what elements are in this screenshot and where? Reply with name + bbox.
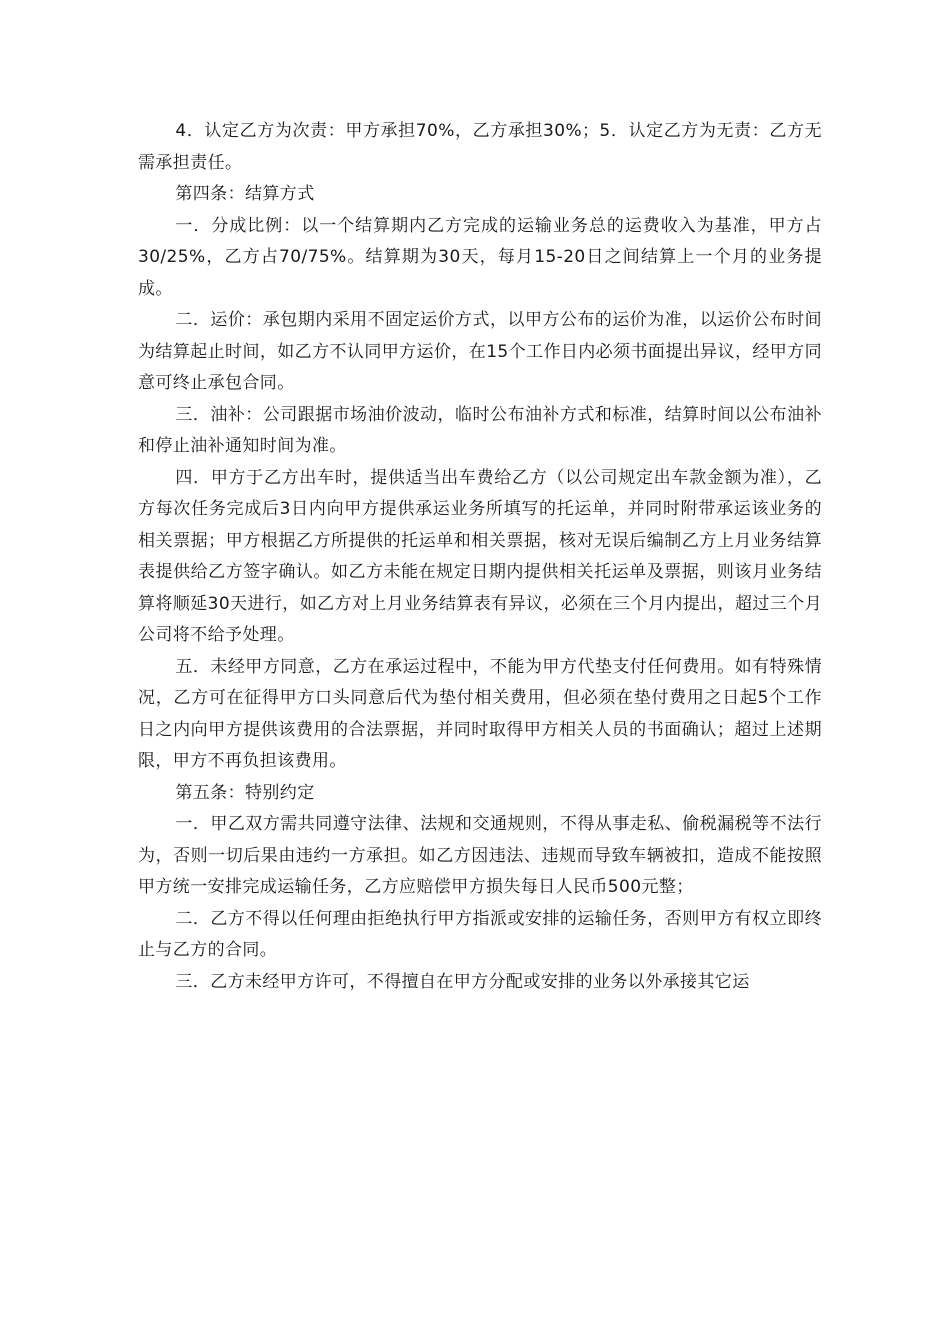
heading-article-four: 第四条：结算方式 [175, 184, 315, 204]
paragraph-legal-compliance: 一．甲乙双方需共同遵守法律、法规和交通规则，不得从事走私、偷税漏税等不法行为，否则一切后果由违约一方承担。如乙方因违法、违规而导致车辆被扣，造成不能按照甲方统一安排完成运输任务，乙方应赔偿甲方损失每日人民币500元整； [138, 814, 822, 897]
paragraph-commission-ratio: 一．分成比例：以一个结算期内乙方完成的运输业务总的运费收入为基准，甲方占30/25%，乙方占70/75%。结算期为30天，每月15-20日之间结算上一个月的业务提成。 [138, 215, 822, 299]
paragraph-trip-expense: 四．甲方于乙方出车时，提供适当出车费给乙方（以公司规定出车款金额为准），乙方每次任务完成后3日内向甲方提供承运业务所填写的托运单，并同时附带承运该业务的相关票据；甲方根据乙方所提供的托运单和相关票据，核对无误后编制乙方上月业务结算表提供给乙方签字确认。如乙方未能在规定日期内提供相关托运单及票据，则该月业务结算将顺延30天进行，如乙方对上月业务结算表有异议，必须在三个月内提出，超过三个月公司将不给予处理。 [138, 467, 822, 645]
heading-article-five: 第五条：特别约定 [175, 782, 315, 803]
document-body [138, 116, 822, 998]
paragraph-outside-business: 三．乙方未经甲方许可，不得擅自在甲方分配或安排的业务以外承接其它运 [175, 971, 750, 992]
paragraph-freight-price: 二．运价：承包期内采用不固定运价方式，以甲方公布的运价为准，以运价公布时间为结算起止时间，如乙方不认同甲方运价，在15个工作日内必须书面提出异议，经甲方同意可终止承包合同。 [138, 310, 822, 393]
paragraph-advance-payment: 五．未经甲方同意，乙方在承运过程中，不能为甲方代垫支付任何费用。如有特殊情况，乙方可在征得甲方口头同意后代为垫付相关费用，但必须在垫付费用之日起5个工作日之内向甲方提供该费用的合法票据，并同时取得甲方相关人员的书面确认；超过上述期限，甲方不再负担该费用。 [138, 656, 822, 771]
paragraph-liability-clause: 4．认定乙方为次责：甲方承担70%，乙方承担30%；5．认定乙方为无责：乙方无需承担责任。 [138, 121, 822, 173]
paragraph-fuel-subsidy: 三．油补：公司跟据市场油价波动，临时公布油补方式和标准，结算时间以公布油补和停止油补通知时间为准。 [138, 404, 822, 456]
paragraph-task-refusal: 二．乙方不得以任何理由拒绝执行甲方指派或安排的运输任务，否则甲方有权立即终止与乙方的合同。 [138, 908, 822, 960]
